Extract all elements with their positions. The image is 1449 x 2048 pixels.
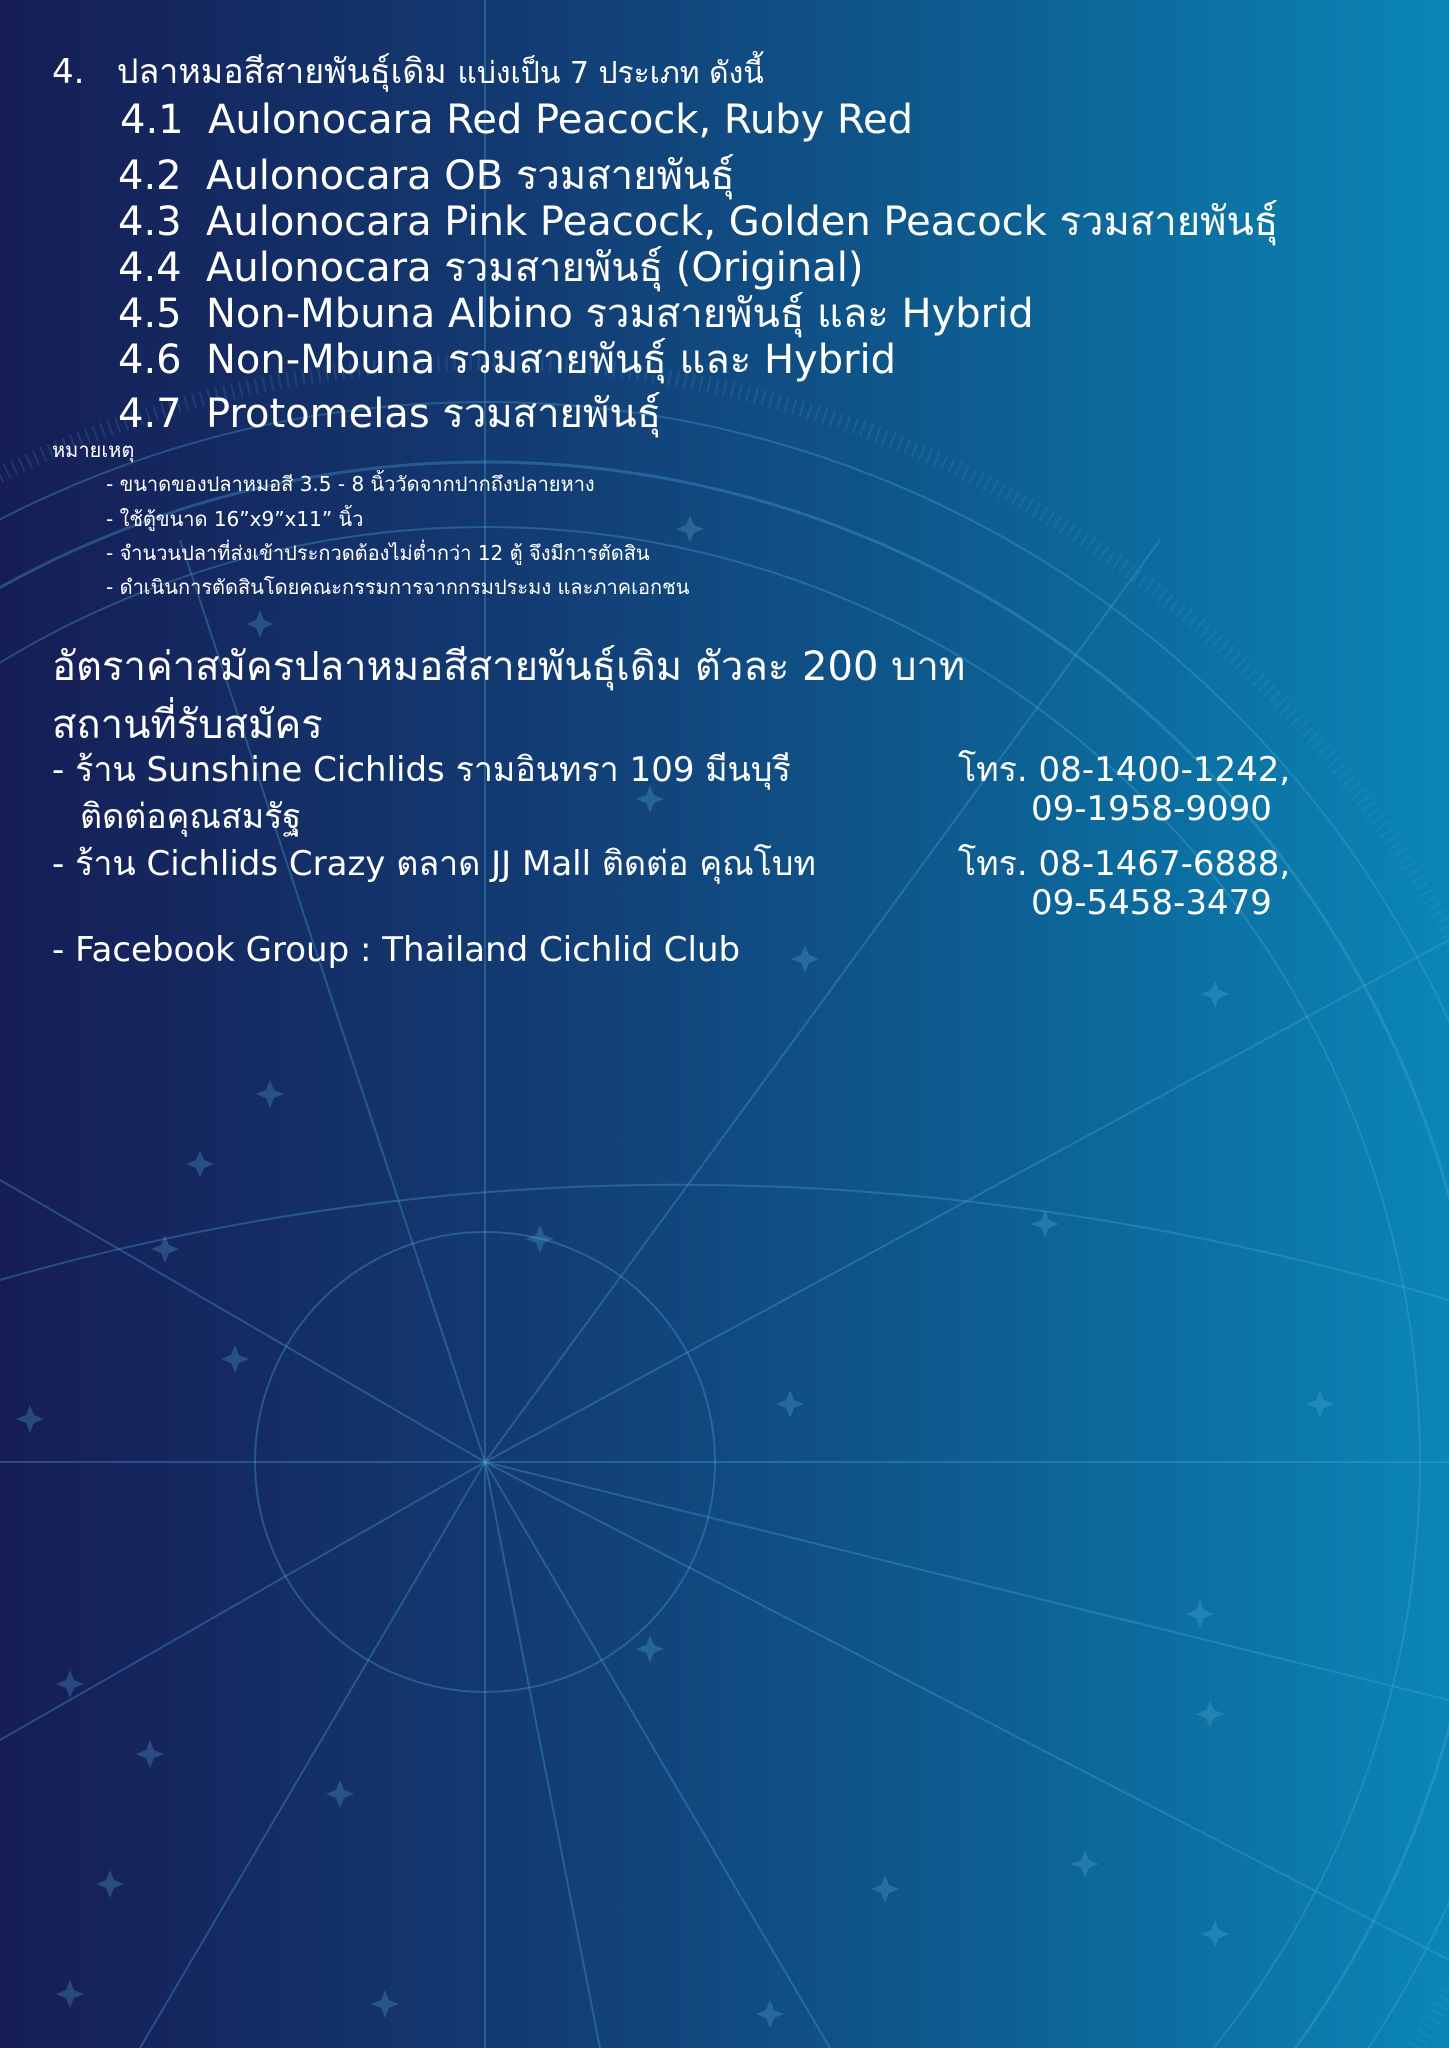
category-label: Non-Mbuna รวมสายพันธุ์ และ Hybrid	[206, 337, 897, 383]
category-item	[118, 381, 661, 445]
category-label: Aulonocara OB รวมสายพันธุ์	[206, 153, 735, 199]
category-number: 4.4	[118, 245, 182, 291]
registration-places-title: สถานที่รับสมัคร	[52, 702, 323, 748]
section-heading	[52, 44, 764, 98]
category-label: Aulonocara Pink Peacock, Golden Peacock รวมสายพันธุ์	[206, 199, 1279, 245]
shop-sunshine-phone-1: โทร. 08-1400-1242,	[958, 750, 1291, 790]
category-number: 4.6	[118, 337, 182, 383]
category-label: Aulonocara Red Peacock, Ruby Red	[208, 97, 913, 143]
facebook-group: - Facebook Group : Thailand Cichlid Club	[52, 930, 741, 970]
category-number: 4.1	[120, 97, 184, 143]
shop-sunshine-phone-2: 09-1958-9090	[1031, 789, 1272, 829]
notes-label: หมายเหตุ	[52, 438, 135, 462]
category-number: 4.2	[118, 153, 182, 199]
note-item: - ใช้ตู้ขนาด 16”x9”x11” นิ้ว	[106, 507, 364, 531]
category-label: Aulonocara รวมสายพันธุ์ (Original)	[206, 245, 864, 291]
shop-crazy-phone-1: โทร. 08-1467-6888,	[958, 844, 1291, 884]
note-item: - จำนวนปลาที่ส่งเข้าประกวดต้องไม่ต่ำกว่า 12 ตู้ จึงมีการตัดสิน	[106, 541, 650, 565]
shop-crazy-phone-2: 09-5458-3479	[1031, 883, 1272, 923]
category-label: Protomelas รวมสายพันธุ์	[206, 391, 662, 437]
section-subtitle: แบ่งเป็น 7 ประเภท ดังนี้	[457, 56, 764, 91]
note-item: - ขนาดของปลาหมอสี 3.5 - 8 นิ้ววัดจากปากถึงปลายหาง	[106, 472, 595, 496]
category-label: Non-Mbuna Albino รวมสายพันธุ์ และ Hybrid	[206, 291, 1034, 337]
section-number: 4.	[52, 52, 85, 92]
registration-fee: อัตราค่าสมัครปลาหมอสีสายพันธุ์เดิม ตัวละ 200 บาท	[52, 644, 966, 690]
category-number: 4.5	[118, 291, 182, 337]
shop-sunshine-contact: ติดต่อคุณสมรัฐ	[80, 797, 302, 837]
note-item: - ดำเนินการตัดสินโดยคณะกรรมการจากกรมประมง และภาคเอกชน	[106, 575, 690, 599]
shop-crazy-address: - ร้าน Cichlids Crazy ตลาด JJ Mall ติดต่อ คุณโบท	[52, 844, 816, 884]
category-item	[120, 97, 913, 143]
category-number: 4.7	[118, 391, 182, 437]
section-title: ปลาหมอสีสายพันธุ์เดิม	[116, 52, 447, 92]
category-number: 4.3	[118, 199, 182, 245]
shop-sunshine-address: - ร้าน Sunshine Cichlids รามอินทรา 109 มีนบุรี	[52, 750, 791, 790]
